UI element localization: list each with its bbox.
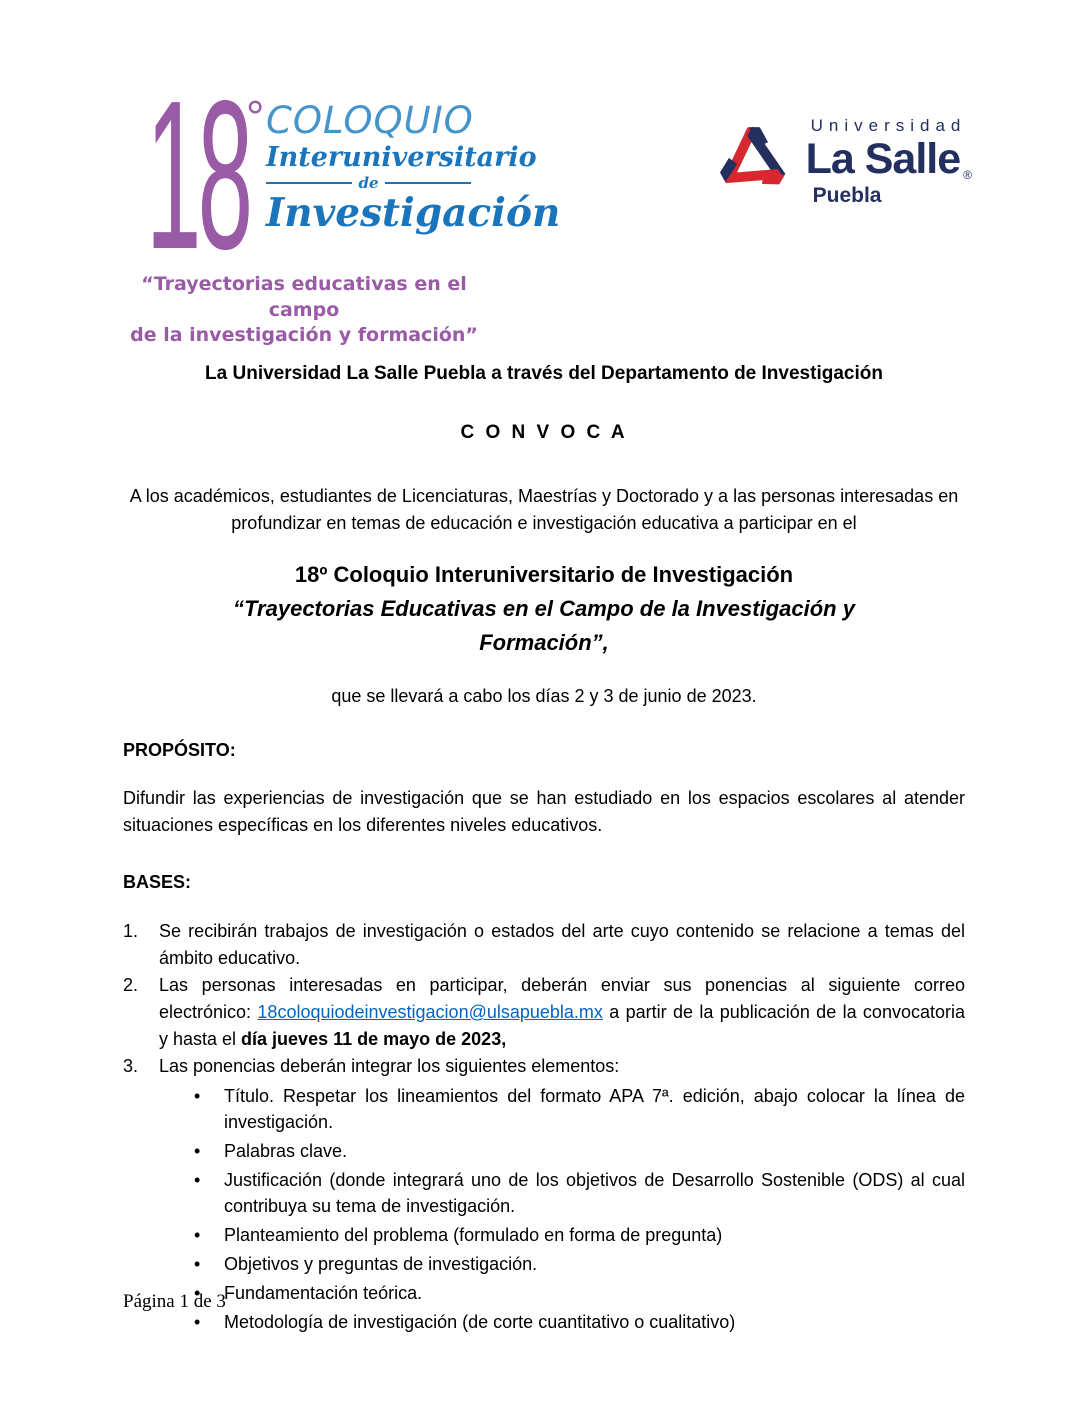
de-word: de — [358, 174, 379, 193]
bullet-marker — [187, 1222, 224, 1248]
bullet-item — [187, 1222, 965, 1248]
bullet-marker — [187, 1251, 224, 1277]
bullet-item — [187, 1083, 965, 1135]
email-link[interactable]: 18coloquiodeinvestigacion@ulsapuebla.mx — [257, 1001, 603, 1022]
bullet-item — [187, 1309, 965, 1335]
lasalle-name — [805, 135, 971, 183]
deadline-bold-text: día jueves 11 de mayo de 2023, — [241, 1028, 507, 1049]
investigacion-word: Investigación — [266, 190, 561, 237]
lasalle-star-icon — [712, 114, 794, 206]
intro-paragraph: A los académicos, estudiantes de Licenciaturas, Maestrías y Doctorado y a las personas interesadas en profundizar en temas de educación e investigación educativa a participar en el — [129, 485, 959, 533]
proposito-heading: PROPÓSITO: — [123, 739, 236, 760]
bullet-item-text: Metodología de investigación (de corte cuantitativo o cualitativo) — [224, 1311, 736, 1332]
bullet-item-text: Objetivos y preguntas de investigación. — [224, 1253, 538, 1274]
rule-right — [385, 182, 471, 184]
convoca-heading: C O N V O C A — [460, 421, 628, 443]
event-date-line: que se llevará a cabo los días 2 y 3 de junio de 2023. — [331, 685, 757, 706]
interuniversitario-word: Interuniversitario — [266, 142, 537, 173]
list-item-2-mid: a partir de la publicación de la convocatoria y hasta el — [159, 1001, 965, 1049]
lasalle-logo — [712, 114, 971, 208]
tagline-line1: “Trayectorias educativas en el campo — [141, 273, 467, 321]
bases-heading: BASES: — [123, 871, 192, 892]
list-item-1 — [123, 918, 965, 972]
lasalle-name-text: La Salle — [805, 135, 961, 183]
document-heading: La Universidad La Salle Puebla a través del Departamento de Investigación — [205, 362, 883, 384]
list-item-1-number: 1. — [123, 920, 139, 941]
list-item-3 — [123, 1053, 965, 1080]
bullet-marker — [187, 1083, 224, 1135]
coloquio-word: COLOQUIO — [266, 99, 474, 142]
bullet-item-text: Planteamiento del problema (formulado en forma de pregunta) — [224, 1224, 723, 1245]
list-item-3-number: 3. — [123, 1055, 139, 1076]
proposito-body: Difundir las experiencias de investigación que se han estudiado en los espacios escolares al atender situaciones específicas en los diferentes niveles educativos. — [123, 787, 965, 835]
tagline-line2: de la investigación y formación” — [130, 324, 478, 347]
document-content — [0, 363, 1088, 1335]
bullet-item — [187, 1167, 965, 1219]
bullet-marker — [187, 1138, 224, 1164]
bullet-item — [187, 1251, 965, 1277]
bullet-item-text: Título. Respetar los lineamientos del formato APA 7ª. edición, abajo colocar la línea de investigación. — [224, 1085, 965, 1132]
coloquio-logo-words — [266, 99, 561, 260]
bullet-item-text: Palabras clave. — [224, 1140, 348, 1161]
universidad-word: Universidad — [810, 116, 967, 135]
list-item-2 — [123, 972, 965, 1053]
bullet-item-text: Justificación (donde integrará uno de los objetivos de Desarrollo Sostenible (ODS) al cual contribuya su tema de investigación. — [224, 1169, 965, 1216]
event-title-line3: Formación”, — [479, 629, 609, 655]
elements-bullet-list — [123, 1083, 965, 1335]
list-item-3-text: Las ponencias deberán integrar los siguientes elementos: — [159, 1055, 620, 1076]
list-item-2-text — [159, 972, 965, 1053]
coloquio-18-digits: 18 — [146, 56, 250, 293]
coloquio-logo — [130, 56, 561, 349]
degree-mark: ° — [246, 91, 265, 143]
page-number-footer: Página 1 de 3 — [123, 1291, 226, 1312]
bullet-item — [187, 1138, 965, 1164]
list-item-2-pre: Las personas interesadas en participar, deberán enviar sus ponencias al siguiente correo electrónico: — [159, 974, 965, 1022]
bullet-item-text: Fundamentación teórica. — [224, 1282, 423, 1303]
bullet-marker — [187, 1167, 224, 1219]
list-item-1-text: Se recibirán trabajos de investigación o estados del arte cuyo contenido se relacione a temas del ámbito educativo. — [159, 920, 965, 968]
list-item-2-number: 2. — [123, 974, 139, 995]
puebla-word: Puebla — [812, 184, 882, 208]
event-title — [123, 558, 965, 660]
rule-left — [266, 182, 352, 184]
lasalle-logo-text — [805, 114, 971, 208]
event-title-line1: 18º Coloquio Interuniversitario de Investigación — [294, 561, 794, 587]
bases-list — [123, 918, 965, 1335]
bullet-item — [187, 1280, 965, 1306]
coloquio-logo-main — [146, 56, 561, 293]
registered-mark: ® — [963, 168, 971, 182]
logos-header — [0, 0, 1088, 349]
coloquio-18-number — [146, 56, 265, 293]
event-title-line2: “Trayectorias Educativas en el Campo de la Investigación y — [233, 595, 855, 621]
